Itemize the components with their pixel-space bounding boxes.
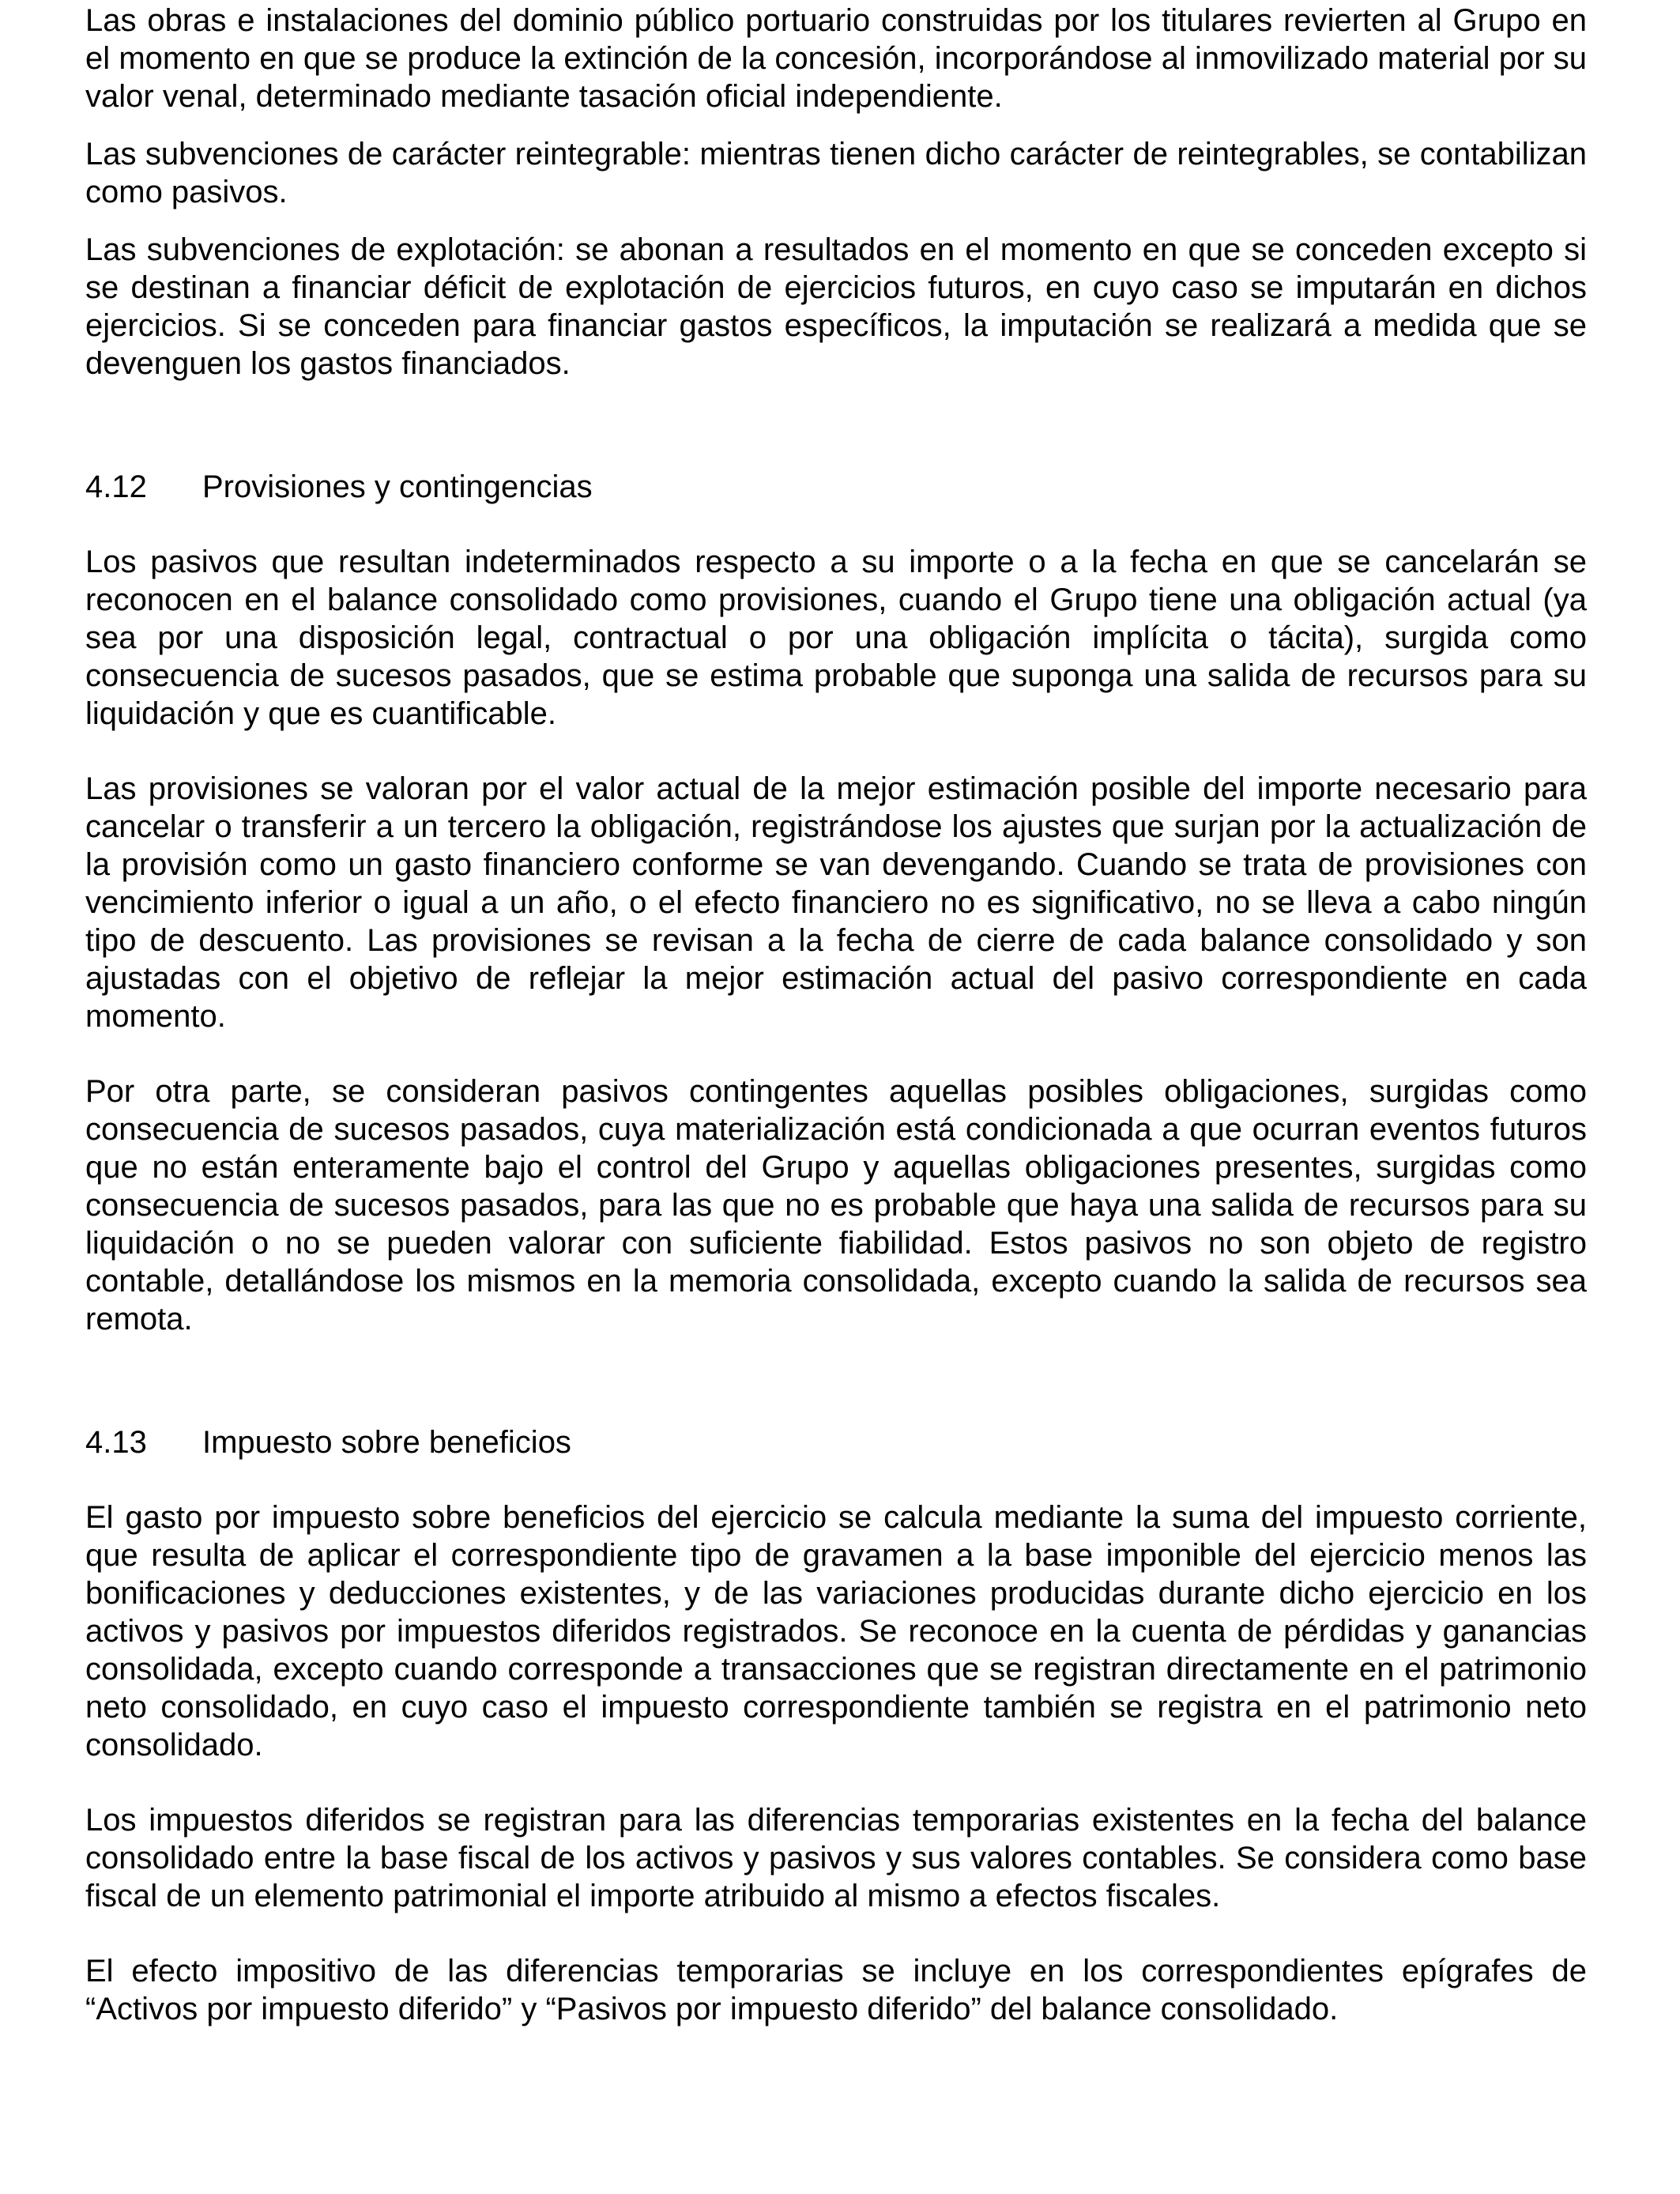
paragraph-obras-instalaciones: Las obras e instalaciones del dominio público portuario construidas por los titulares revierten al Grupo en el momento en que se produce la extinción de la concesión, incorporándose al inmovilizado material por su valor venal, determinado mediante tasación oficial independiente. bbox=[85, 3, 1587, 114]
paragraph-valoracion-provisiones: Las provisiones se valoran por el valor actual de la mejor estimación posible del importe necesario para cancelar o transferir a un tercero la obligación, registrándose los ajustes que surjan por la actualización de la provisión como un gasto financiero conforme se van devengando. Cuando se trata de provisiones con vencimiento inferior o igual a un año, o el efecto financiero no es significativo, no se lleva a cabo ningún tipo de descuento. Las provisiones se revisan a la fecha de cierre de cada balance consolidado y son ajustadas con el objetivo de reflejar la mejor estimación actual del pasivo correspondiente en cada momento. bbox=[85, 771, 1587, 1034]
section-heading-4-12 bbox=[85, 468, 1587, 506]
paragraph-subvenciones-reintegrables: Las subvenciones de carácter reintegrable: mientras tienen dicho carácter de reintegrables, se contabilizan como pasivos. bbox=[85, 137, 1587, 209]
paragraph-pasivos-indeterminados: Los pasivos que resultan indeterminados respecto a su importe o a la fecha en que se cancelarán se reconocen en el balance consolidado como provisiones, cuando el Grupo tiene una obligación actual (ya sea por una disposición legal, contractual o por una obligación implícita o tácita), surgida como consecuencia de sucesos pasados, que se estima probable que suponga una salida de recursos para su liquidación y que es cuantificable. bbox=[85, 545, 1587, 731]
paragraph-impuestos-diferidos: Los impuestos diferidos se registran para las diferencias temporarias existentes en la fecha del balance consolidado entre la base fiscal de los activos y pasivos y sus valores contables. Se considera como base fiscal de un elemento patrimonial el importe atribuido al mismo a efectos fiscales. bbox=[85, 1803, 1587, 1913]
paragraph-efecto-impositivo: El efecto impositivo de las diferencias temporarias se incluye en los correspondientes epígrafes de “Activos por impuesto diferido” y “Pasivos por impuesto diferido” del balance consolidado. bbox=[85, 1954, 1587, 2026]
section-heading-4-13 bbox=[85, 1423, 1587, 1461]
section-title: Impuesto sobre beneficios bbox=[202, 1425, 571, 1460]
paragraph-gasto-impuesto: El gasto por impuesto sobre beneficios del ejercicio se calcula mediante la suma del impuesto corriente, que resulta de aplicar el correspondiente tipo de gravamen a la base imponible del ejercicio menos las bonificaciones y deducciones existentes, y de las variaciones producidas durante dicho ejercicio en los activos y pasivos por impuestos diferidos registrados. Se reconoce en la cuenta de pérdidas y ganancias consolidada, excepto cuando corresponde a transacciones que se registran directamente en el patrimonio neto consolidado, en cuyo caso el impuesto correspondiente también se registra en el patrimonio neto consolidado. bbox=[85, 1500, 1587, 1762]
section-number: 4.12 bbox=[85, 469, 147, 504]
section-title: Provisiones y contingencias bbox=[202, 469, 593, 504]
paragraph-subvenciones-explotacion: Las subvenciones de explotación: se abonan a resultados en el momento en que se conceden excepto si se destinan a financiar déficit de explotación de ejercicios futuros, en cuyo caso se imputarán en dichos ejercicios. Si se conceden para financiar gastos específicos, la imputación se realizará a medida que se devenguen los gastos financiados. bbox=[85, 232, 1587, 381]
document-page bbox=[85, 0, 1587, 2028]
paragraph-pasivos-contingentes: Por otra parte, se consideran pasivos contingentes aquellas posibles obligaciones, surgidas como consecuencia de sucesos pasados, cuya materialización está condicionada a que ocurran eventos futuros que no están enteramente bajo el control del Grupo y aquellas obligaciones presentes, surgidas como consecuencia de sucesos pasados, para las que no es probable que haya una salida de recursos para su liquidación o no se pueden valorar con suficiente fiabilidad. Estos pasivos no son objeto de registro contable, detallándose los mismos en la memoria consolidada, excepto cuando la salida de recursos sea remota. bbox=[85, 1074, 1587, 1336]
section-number: 4.13 bbox=[85, 1425, 147, 1460]
